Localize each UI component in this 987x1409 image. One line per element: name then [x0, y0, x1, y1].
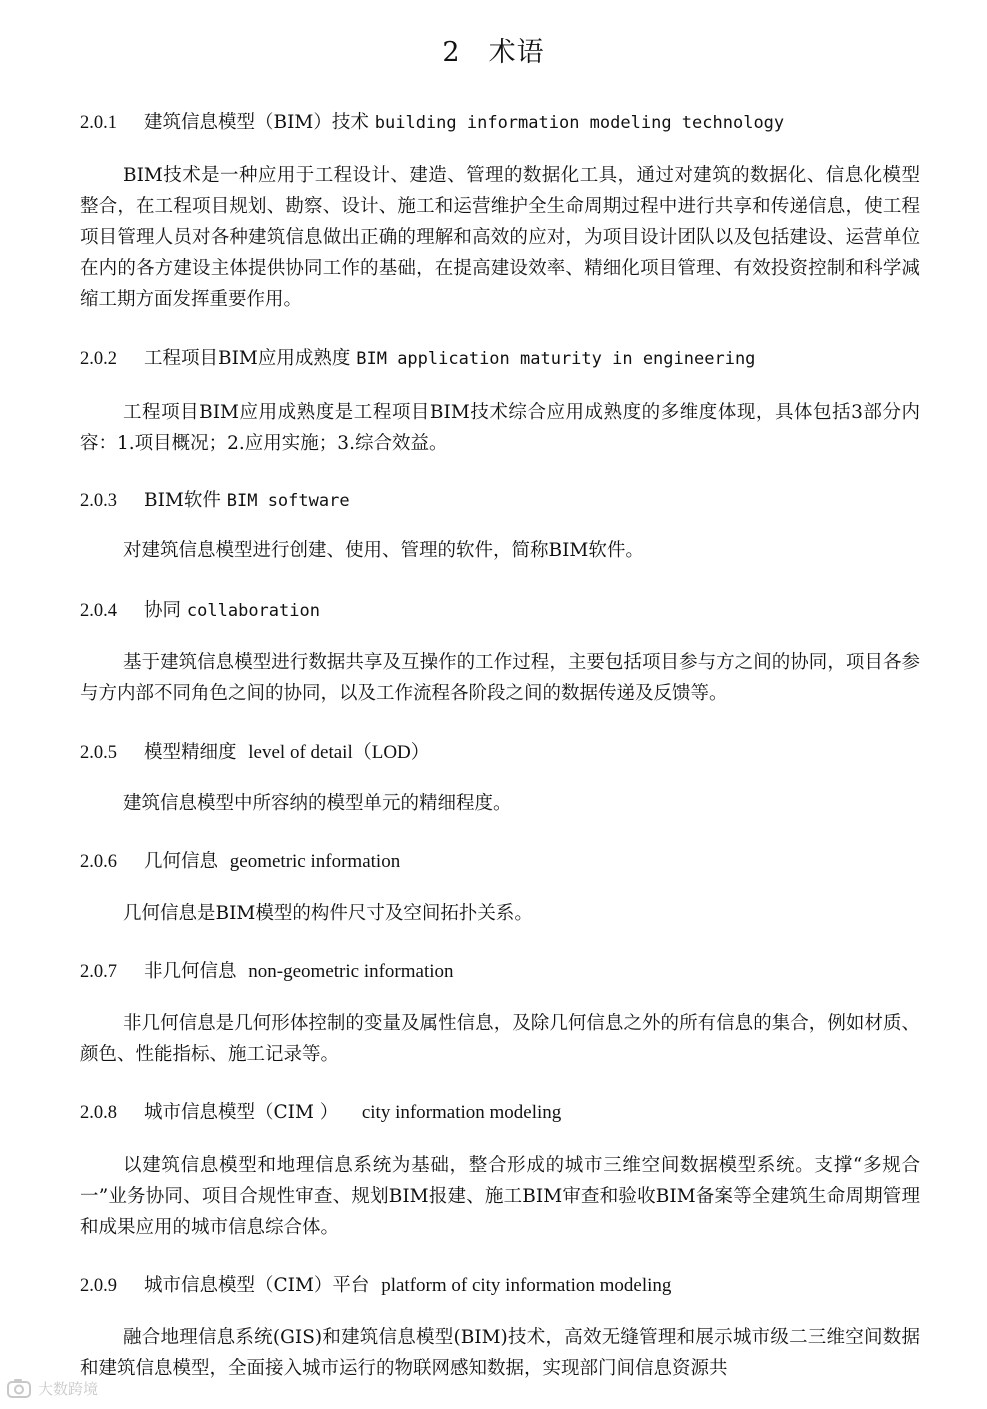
term-zh: 城市信息模型（CIM）平台 [144, 1275, 370, 1296]
page-title: 2 术语 [442, 37, 545, 68]
term-heading-2-0-7 [80, 957, 454, 983]
term-number: 2.0.8 [80, 1103, 117, 1123]
term-en: geometric information [229, 851, 401, 872]
term-heading-2-0-2 [80, 344, 755, 370]
camera-logo-icon [6, 1377, 32, 1399]
term-zh: 建筑信息模型（BIM）技术 [144, 112, 369, 133]
term-en: BIM software [226, 491, 350, 511]
term-number: 2.0.1 [80, 113, 117, 133]
term-heading-2-0-8 [80, 1098, 561, 1124]
term-en: building information modeling technology [374, 113, 785, 133]
term-definition-2-0-9: 融合地理信息系统(GIS)和建筑信息模型(BIM)技术，高效无缝管理和展示城市级二三维空间数据和建筑信息模型，全面接入城市运行的物联网感知数据，实现部门间信息资源共 [80, 1327, 920, 1379]
term-en: BIM application maturity in engineering [356, 349, 756, 369]
term-zh: 工程项目BIM应用成熟度 [144, 348, 351, 369]
term-definition-2-0-3: 对建筑信息模型进行创建、使用、管理的软件，简称BIM软件。 [123, 540, 644, 561]
term-number: 2.0.9 [80, 1276, 117, 1296]
term-definition-2-0-8: 以建筑信息模型和地理信息系统为基础，整合形成的城市三维空间数据模型系统。支撑“多规合一”业务协同、项目合规性审查、规划BIM报建、施工BIM审查和验收BIM备案等全建筑生命周期管理和成果应用的城市信息综合体。 [80, 1155, 920, 1238]
term-en: platform of city information modeling [381, 1275, 672, 1296]
term-definition-2-0-1: BIM技术是一种应用于工程设计、建造、管理的数据化工具，通过对建筑的数据化、信息化模型整合，在工程项目规划、勘察、设计、施工和运营维护全生命周期过程中进行共享和传递信息，使工程项目管理人员对各种建筑信息做出正确的理解和高效的应对，为项目设计团队以及包括建设、运营单位在内的各方建设主体提供协同工作的基础，在提高建设效率、精细化项目管理、有效投资控制和科学减缩工期方面发挥重要作用。 [80, 165, 920, 310]
term-number: 2.0.2 [80, 349, 117, 369]
term-heading-2-0-3 [80, 486, 350, 512]
term-zh: 协同 [144, 600, 182, 621]
term-heading-2-0-9 [80, 1271, 671, 1297]
term-definition-2-0-7: 非几何信息是几何形体控制的变量及属性信息，及除几何信息之外的所有信息的集合，例如材质、颜色、性能指标、施工记录等。 [80, 1013, 920, 1065]
term-number: 2.0.4 [80, 601, 117, 621]
term-heading-2-0-4 [80, 596, 320, 622]
term-zh: 模型精细度 [144, 742, 237, 763]
term-heading-2-0-1 [80, 108, 784, 134]
term-number: 2.0.6 [80, 852, 117, 872]
watermark [6, 1377, 98, 1399]
term-zh: BIM软件 [144, 490, 221, 511]
term-heading-2-0-6 [80, 847, 400, 873]
term-heading-2-0-5 [80, 737, 430, 764]
term-en: non-geometric information [248, 961, 454, 982]
term-zh: 城市信息模型（CIM ） [144, 1102, 339, 1123]
term-en: level of detail（LOD） [248, 742, 430, 763]
term-en: collaboration [186, 601, 320, 621]
term-number: 2.0.5 [80, 743, 117, 763]
term-definition-2-0-5: 建筑信息模型中所容纳的模型单元的精细程度。 [123, 793, 512, 814]
term-zh: 非几何信息 [144, 961, 237, 982]
term-number: 2.0.7 [80, 962, 117, 982]
term-definition-2-0-2: 工程项目BIM应用成熟度是工程项目BIM技术综合应用成熟度的多维度体现，具体包括3部分内容：1.项目概况；2.应用实施；3.综合效益。 [80, 402, 920, 454]
term-definition-2-0-4: 基于建筑信息模型进行数据共享及互操作的工作过程，主要包括项目参与方之间的协同，项目各参与方内部不同角色之间的协同，以及工作流程各阶段之间的数据传递及反馈等。 [80, 652, 920, 704]
term-definition-2-0-6: 几何信息是BIM模型的构件尺寸及空间拓扑关系。 [123, 903, 533, 924]
watermark-text: 大数跨境 [38, 1379, 99, 1398]
term-number: 2.0.3 [80, 491, 117, 511]
term-zh: 几何信息 [144, 851, 219, 872]
term-en: city information modeling [361, 1102, 562, 1123]
